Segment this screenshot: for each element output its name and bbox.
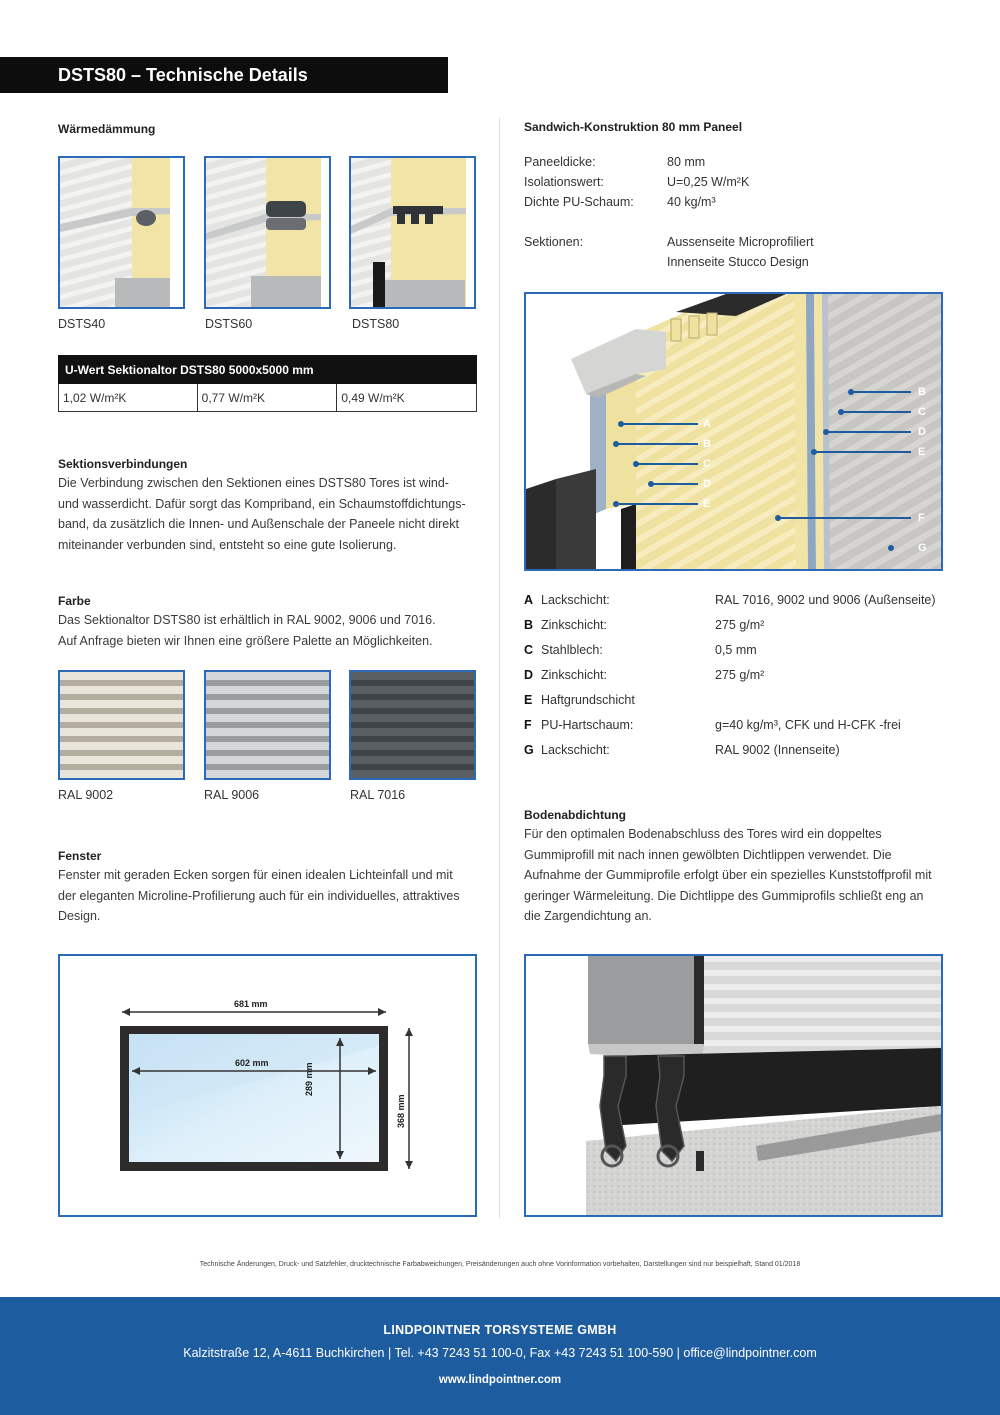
swatch-caption: RAL 7016 bbox=[350, 788, 406, 802]
uwert-table bbox=[58, 355, 477, 412]
legend-value: 0,5 mm bbox=[715, 643, 757, 657]
swatch-caption: RAL 9002 bbox=[58, 788, 114, 802]
inner-height-label: 289 mm bbox=[304, 1062, 314, 1096]
legend-row bbox=[524, 613, 954, 638]
legend-letter: A bbox=[524, 593, 534, 607]
spec-row bbox=[524, 172, 944, 192]
legend-row bbox=[524, 588, 954, 613]
text-line: Fenster mit geraden Ecken sorgen für einen idealen Lichteinfall und mit bbox=[58, 868, 453, 882]
sandwich-diagram bbox=[524, 292, 943, 571]
legend-name: Stahlblech: bbox=[541, 643, 603, 657]
footer-website[interactable]: www.lindpointner.com bbox=[438, 1374, 562, 1386]
text-line: Die Verbindung zwischen den Sektionen eines DSTS80 Tores ist wind- bbox=[58, 476, 449, 490]
inner-width-label: 602 mm bbox=[235, 1058, 269, 1068]
legend-value: RAL 9002 (Innenseite) bbox=[715, 743, 840, 757]
legend-letter: F bbox=[524, 718, 532, 732]
spec-row bbox=[524, 252, 944, 272]
dsts40-caption: DSTS40 bbox=[58, 317, 106, 331]
text-line: Design. bbox=[58, 909, 101, 923]
column-divider bbox=[499, 118, 500, 1218]
legend-value: 275 g/m² bbox=[715, 618, 765, 632]
text-line: die Zargendichtung an. bbox=[524, 909, 652, 923]
legend-letter: C bbox=[524, 643, 534, 657]
legend-name: Zinkschicht: bbox=[541, 668, 607, 682]
legend-letter: G bbox=[524, 743, 534, 757]
diagram-label: D bbox=[703, 478, 711, 490]
sektionsverbindungen-heading: Sektionsverbindungen bbox=[58, 457, 188, 471]
window-dimension-drawing bbox=[58, 954, 477, 1217]
spec-label: Dichte PU-Schaum: bbox=[524, 195, 634, 209]
bodenabdichtung-text bbox=[524, 824, 954, 927]
fenster-heading: Fenster bbox=[58, 849, 102, 863]
legend-row bbox=[524, 688, 954, 713]
spec-value: Aussenseite Microprofiliert bbox=[667, 235, 814, 249]
diagram-label: B bbox=[703, 438, 711, 450]
sandwich-specs bbox=[524, 152, 944, 272]
swatch-caption: RAL 9006 bbox=[204, 788, 260, 802]
spec-value: 80 mm bbox=[667, 155, 706, 169]
footer-company: LINDPOINTNER TORSYSTEME GMBH bbox=[383, 1323, 617, 1337]
legend-value: g=40 kg/m³, CFK und H-CFK -frei bbox=[715, 718, 901, 732]
dsts80-image bbox=[349, 156, 476, 309]
legend-name: Lackschicht: bbox=[541, 743, 610, 757]
text-line: Das Sektionaltor DSTS80 ist erhältlich in RAL 9002, 9006 und 7016. bbox=[58, 613, 436, 627]
legend-letter: B bbox=[524, 618, 534, 632]
dsts80-caption: DSTS80 bbox=[352, 317, 400, 331]
waermedaemmung-heading: Wärmedämmung bbox=[58, 122, 156, 136]
legend-value: RAL 7016, 9002 und 9006 (Außenseite) bbox=[715, 593, 936, 607]
text-line: geringer Wärmeleitung. Die Dichtlippe des Gummiprofils schließt eng an bbox=[524, 888, 924, 903]
spec-value: 40 kg/m³ bbox=[667, 195, 716, 209]
text-line: Gummiprofill mit nach innen gewölbten Dichtlippen verwendet. Die bbox=[524, 847, 892, 862]
legend-row bbox=[524, 663, 954, 688]
footer bbox=[0, 1297, 1000, 1415]
uwert-cell-dsts60: 0,77 W/m²K bbox=[197, 384, 337, 412]
text-line: Für den optimalen Bodenabschluss des Tores wird ein doppeltes bbox=[524, 827, 882, 841]
text-line: miteinander verbunden sind, entsteht so eine gute Isolierung. bbox=[58, 537, 397, 552]
bodenabdichtung-heading: Bodenabdichtung bbox=[524, 808, 626, 822]
legend-name: PU-Hartschaum: bbox=[541, 718, 634, 732]
spec-value: Innenseite Stucco Design bbox=[667, 255, 809, 269]
spec-label: Sektionen: bbox=[524, 235, 584, 249]
legend-letter: D bbox=[524, 668, 534, 682]
legend-row bbox=[524, 713, 954, 738]
spec-value: U=0,25 W/m²K bbox=[667, 175, 750, 189]
text-line: der eleganten Microline-Profilierung auch für ein individuelles, attraktives bbox=[58, 888, 460, 903]
legend-letter: E bbox=[524, 693, 533, 707]
fenster-text bbox=[58, 865, 483, 927]
legend-name: Haftgrundschicht bbox=[541, 693, 635, 707]
diagram-label: D bbox=[918, 426, 926, 438]
uwert-table-header: U-Wert Sektionaltor DSTS80 5000x5000 mm bbox=[59, 356, 477, 384]
text-line: Aufnahme der Gummiprofile erfolgt über ein spezielles Kunststoffprofil mit bbox=[524, 868, 932, 882]
spec-row bbox=[524, 192, 944, 212]
legend-row bbox=[524, 638, 954, 663]
swatch-ral-9002 bbox=[58, 670, 185, 780]
farbe-heading: Farbe bbox=[58, 594, 91, 608]
diagram-label: G bbox=[918, 542, 927, 554]
legend-name: Zinkschicht: bbox=[541, 618, 607, 632]
swatch-ral-7016 bbox=[349, 670, 476, 780]
diagram-label: F bbox=[918, 512, 925, 524]
diagram-label: C bbox=[918, 406, 926, 418]
legend-name: Lackschicht: bbox=[541, 593, 610, 607]
swatch-ral-9006 bbox=[204, 670, 331, 780]
footnote: Technische Änderungen, Druck- und Satzfehler, drucktechnische Farbabweichungen, Preisänderungen auch ohne Vorinformation vorbehalten, Darstellungen sind nur beispielhaft, Stand 01/2018 bbox=[199, 1261, 801, 1268]
dsts40-image bbox=[58, 156, 185, 309]
page-title: DSTS80 – Technische Details bbox=[0, 57, 448, 93]
sandwich-heading: Sandwich-Konstruktion 80 mm Paneel bbox=[524, 120, 743, 134]
sektionsverbindungen-text bbox=[58, 473, 478, 555]
uwert-cell-dsts40: 1,02 W/m²K bbox=[59, 384, 198, 412]
text-line: band, da zusätzlich die Innen- und Außenschale der Paneele nicht direkt bbox=[58, 517, 459, 531]
farbe-text bbox=[58, 610, 478, 651]
dsts60-image bbox=[204, 156, 331, 309]
diagram-label: E bbox=[918, 446, 926, 458]
text-line: und wasserdicht. Dafür sorgt das Kompriband, ein Schaumstoffdichtungs- bbox=[58, 496, 466, 511]
spec-label: Paneeldicke: bbox=[524, 155, 596, 169]
diagram-label: C bbox=[703, 458, 711, 470]
text-line: Auf Anfrage bieten wir Ihnen eine größere Palette an Möglichkeiten. bbox=[58, 633, 433, 648]
outer-width-label: 681 mm bbox=[234, 999, 268, 1009]
uwert-cell-dsts80: 0,49 W/m²K bbox=[337, 384, 477, 412]
diagram-label: E bbox=[703, 498, 711, 510]
diagram-label: A bbox=[703, 418, 711, 430]
spec-row bbox=[524, 232, 944, 252]
spec-row bbox=[524, 152, 944, 172]
layer-legend bbox=[524, 588, 954, 763]
diagram-label: B bbox=[918, 386, 926, 398]
spec-label: Isolationswert: bbox=[524, 175, 604, 189]
legend-row bbox=[524, 738, 954, 763]
bottom-seal-image bbox=[524, 954, 943, 1217]
footer-address: Kalzitstraße 12, A-4611 Buchkirchen | Tel. +43 7243 51 100-0, Fax +43 7243 51 100-590 | office@lindpointner.com bbox=[183, 1346, 817, 1360]
dsts60-caption: DSTS60 bbox=[205, 317, 253, 331]
legend-value: 275 g/m² bbox=[715, 668, 765, 682]
outer-height-label: 368 mm bbox=[396, 1094, 406, 1128]
